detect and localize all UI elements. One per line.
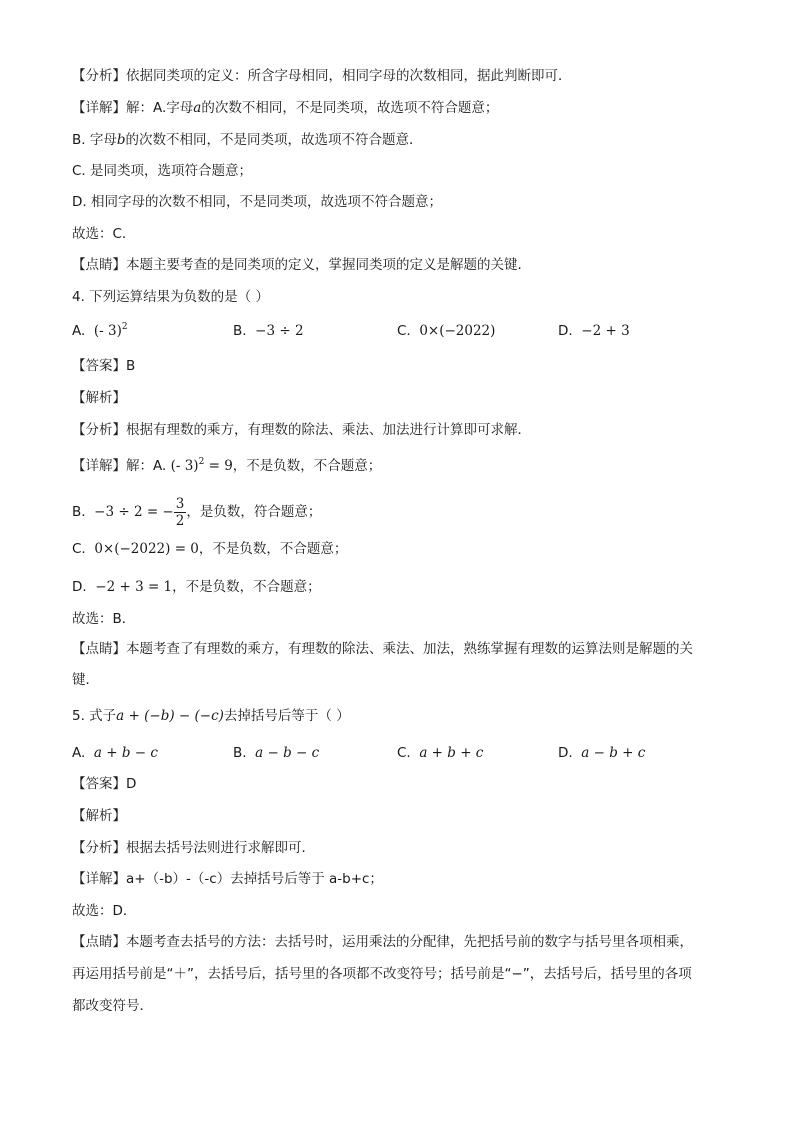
- q4-analysis: 【分析】根据有理数的乘方，有理数的除法、乘法、加法进行计算即可求解．: [72, 422, 531, 438]
- q3-b-line: [72, 130, 423, 150]
- q4-option-d-expr: −2 + 3: [581, 323, 630, 339]
- q4-detail-d-expr: −2 + 3 = 1: [95, 579, 173, 595]
- q4-option-b: [233, 321, 304, 341]
- q4-detail-a-base: (- 3): [170, 458, 199, 474]
- q4-option-a-exp: 2: [121, 322, 128, 332]
- q5-jiexi: 【解析】: [72, 808, 126, 824]
- q5-option-c-expr: a + b + c: [419, 745, 484, 761]
- q4-option-c-expr: 0×(−2022): [419, 323, 496, 339]
- q5-option-a: [72, 743, 158, 763]
- q4-jiexi: 【解析】: [72, 390, 126, 406]
- q4-option-d: [558, 321, 630, 341]
- q4-detail-b-rest: ，是负数，符合题意；: [186, 504, 322, 520]
- q4-detail-a-exp: 2: [198, 457, 205, 467]
- q4-choice: 故选：B．: [72, 611, 136, 627]
- q5-option-d-expr: a − b + c: [581, 745, 646, 761]
- q3-choice: 故选：C．: [72, 226, 136, 242]
- fraction-numerator: 3: [175, 495, 185, 512]
- q5-option-d: [558, 743, 645, 763]
- q4-comment-1: 【点睛】本题考查了有理数的乘方，有理数的除法、乘法、加法，熟练掌握有理数的运算法则是解题的关: [72, 641, 693, 657]
- q3-detail-var: a: [193, 100, 202, 116]
- q5-choice: 故选：D．: [72, 903, 137, 919]
- q4-detail-c-label: C.: [72, 541, 86, 557]
- q5-answer: 【答案】D: [72, 776, 137, 792]
- fraction-three-halves: [174, 496, 187, 529]
- q4-option-a: [72, 321, 128, 341]
- q4-detail-b-label: B.: [72, 504, 86, 520]
- q4-detail-d: [72, 577, 321, 597]
- q5-option-d-label: D.: [558, 745, 573, 761]
- q4-detail-b: [72, 492, 321, 532]
- q3-b-lead: B. 字母: [72, 132, 117, 148]
- q5-detail: 【详解】a+（-b）-（-c）去掉括号后等于 a-b+c；: [72, 871, 383, 887]
- q4-option-a-base: (- 3): [93, 323, 122, 339]
- q4-option-b-label: B.: [233, 323, 247, 339]
- q3-d-line: D. 相同字母的次数不相同，不是同类项，故选项不符合题意；: [72, 194, 442, 210]
- q5-stem-lead: 5. 式子: [72, 708, 117, 724]
- q4-detail-a-eq: = 9: [204, 458, 233, 474]
- q5-stem-rest: 去掉括号后等于（ ）: [223, 708, 350, 724]
- fraction-denominator: 2: [175, 512, 185, 529]
- q4-detail-c-expr: 0×(−2022) = 0: [94, 541, 199, 557]
- q4-detail-c: [72, 539, 347, 559]
- q4-detail-a-rest: ，不是负数，不合题意；: [232, 458, 382, 474]
- q4-detail-d-label: D.: [72, 579, 87, 595]
- q5-option-b: [233, 743, 319, 763]
- q5-stem: [72, 706, 350, 726]
- q5-option-a-expr: a + b − c: [93, 745, 158, 761]
- q5-analysis: 【分析】根据去括号法则进行求解即可．: [72, 840, 315, 856]
- q4-option-a-label: A.: [72, 323, 86, 339]
- q5-option-b-expr: a − b − c: [255, 745, 320, 761]
- q3-b-rest: 的次数不相同，不是同类项，故选项不符合题意．: [125, 132, 423, 148]
- q5-comment-3: 都改变符号．: [72, 998, 153, 1014]
- q4-detail-b-expr: −3 ÷ 2 = −: [94, 504, 174, 520]
- q5-comment-2: 再运用括号前是“＋”，去括号后，括号里的各项都不改变符号；括号前是“−”，去括号后，括号里的各项: [72, 966, 692, 982]
- q4-option-d-label: D.: [558, 323, 573, 339]
- q3-detail-lead: 【详解】解：A.字母: [72, 100, 194, 116]
- q4-option-b-expr: −3 ÷ 2: [255, 323, 304, 339]
- q5-comment-1: 【点睛】本题考查去括号的方法：去括号时，运用乘法的分配律，先把括号前的数字与括号里各项相乘，: [72, 934, 693, 950]
- q4-detail-a: [72, 456, 381, 476]
- document-page: [72, 0, 732, 1123]
- q4-answer: 【答案】B: [72, 358, 136, 374]
- q5-option-a-label: A.: [72, 745, 86, 761]
- q5-option-c: [397, 743, 483, 763]
- q4-option-c: [397, 321, 495, 341]
- q3-c-line: C. 是同类项，选项符合题意；: [72, 163, 253, 179]
- q3-comment: 【点睛】本题主要考查的是同类项的定义，掌握同类项的定义是解题的关键．: [72, 257, 531, 273]
- q4-detail-d-rest: ，不是负数，不合题意；: [172, 579, 321, 595]
- q5-stem-expr: a + (−b) − (−c): [116, 708, 224, 724]
- q3-detail: [72, 98, 498, 118]
- q4-comment-2: 键．: [72, 672, 99, 688]
- q5-option-b-label: B.: [233, 745, 247, 761]
- q4-option-c-label: C.: [397, 323, 411, 339]
- q3-analysis: 【分析】依据同类项的定义：所含字母相同，相同字母的次数相同，据此判断即可．: [72, 68, 572, 84]
- q4-detail-lead: 【详解】解：A.: [72, 458, 167, 474]
- q3-detail-rest: 的次数不相同，不是同类项，故选项不符合题意；: [201, 100, 499, 116]
- q5-option-c-label: C.: [397, 745, 411, 761]
- q3-b-var: b: [116, 132, 126, 148]
- q4-stem: 4. 下列运算结果为负数的是（ ）: [72, 289, 269, 305]
- q4-detail-c-rest: ，不是负数，不合题意；: [198, 541, 348, 557]
